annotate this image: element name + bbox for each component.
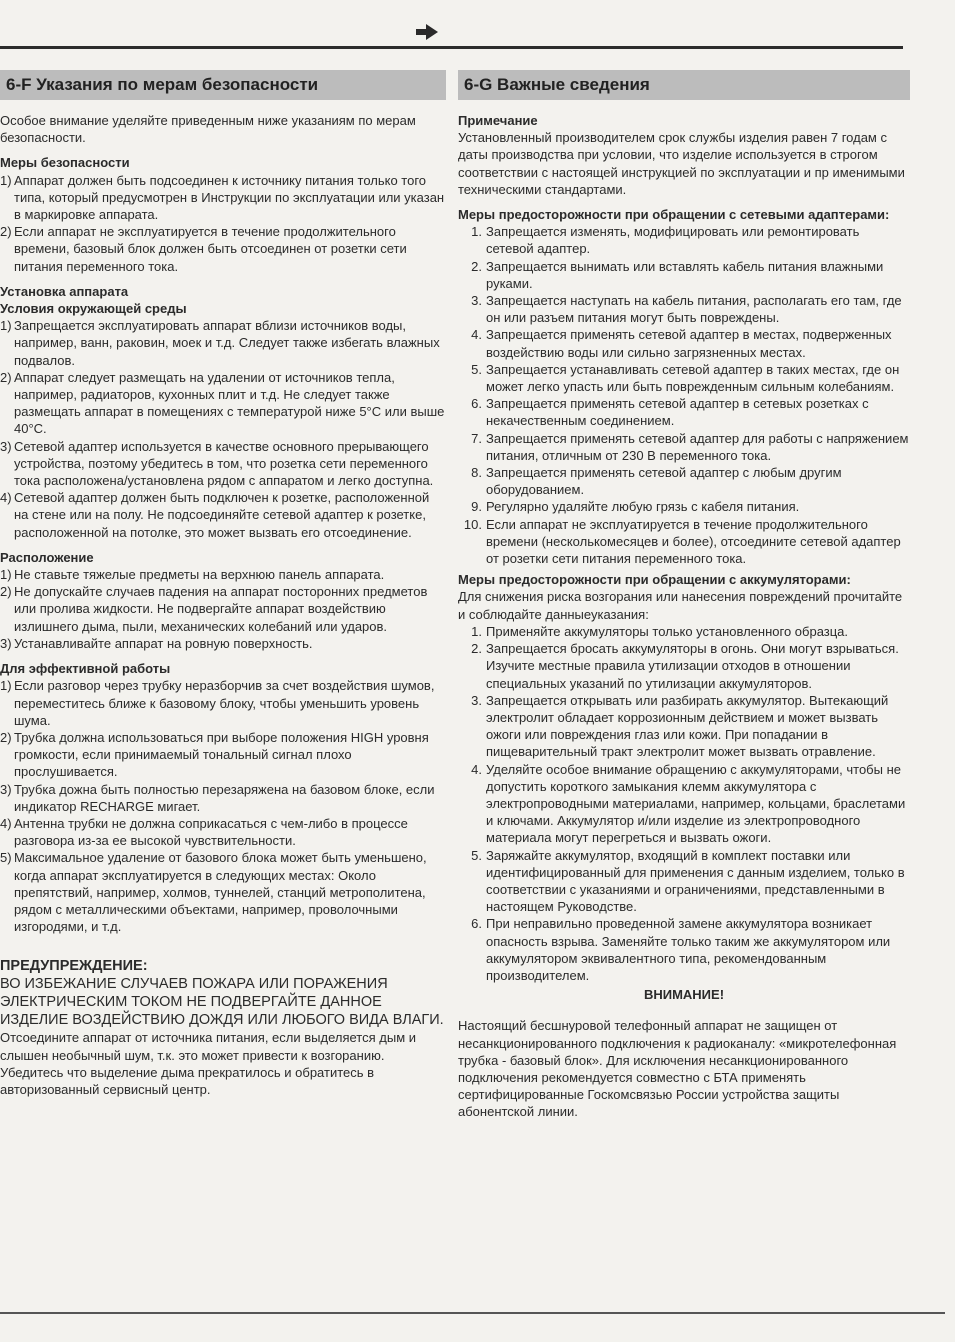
- list-item: 3) Трубка дожна быть полностью перезаряжена на базовом блоке, если индикатор RECHARGE мигает.: [0, 781, 435, 814]
- list-item: 1) Если разговор через трубку неразборчив за счет воздействия шумов, переместитесь ближе к базовому блоку, чтобы уменьшить уровень шума.: [0, 678, 435, 728]
- list-item: 5) Максимальное удаление от базового блока может быть уменьшено, когда аппарат эксплуатируется в следующих местах: Около препятствий, например, холмов, туннелей, станций метрополитена, рядом с металлическими объектами, например, проволочными изгородями, и т.д.: [0, 850, 427, 935]
- list-item: 2. Запрещается бросать аккумуляторы в огонь. Они могут взрываться. Изучите местные правила утилизации отходов в отношении специальных указаний по утилизации аккумуляторов.: [471, 641, 899, 691]
- warning-text: ВО ИЗБЕЖАНИЕ СЛУЧАЕВ ПОЖАРА ИЛИ ПОРАЖЕНИЯ ЭЛЕКТРИЧЕСКИМ ТОКОМ НЕ ПОДВЕРГАЙТЕ ДАННОЕ ИЗДЕЛИЕ ВОЗДЕЙСТВИЮ ДОЖДЯ ИЛИ ЛЮБОГО ВИДА ВЛАГИ.: [0, 976, 444, 1029]
- list-item: 2) Трубка должна использоваться при выборе положения HIGH уровня громкости, если принимаемый тональный сигнал плохо прослушивается.: [0, 729, 429, 780]
- adapter-list: [458, 223, 910, 567]
- list-item: 1) Не ставьте тяжелые предметы на верхнюю панель аппарата.: [0, 567, 385, 583]
- list-item: 3. Запрещается наступать на кабель питания, располагать его там, где он или разъем питания могут быть повреждены.: [471, 293, 902, 326]
- list-item: 8. Запрещается применять сетевой адаптер с любым другим оборудованием.: [471, 465, 842, 498]
- list-item: 1. Запрещается изменять, модифицировать или ремонтировать сетевой адаптер.: [471, 224, 860, 257]
- list-item: 2) Если аппарат не эксплуатируется в течение продолжительного времени, базовый блок должен быть отсоединен от розетки сети питания переменного тока.: [0, 224, 407, 274]
- list-item: 1) Аппарат должен быть подсоединен к источнику питания только того типа, который предусмотрен в Инструкции по эксплуатации или указан в маркировке аппарата.: [0, 172, 445, 223]
- section-6f-title: 6-F Указания по мерам безопасности: [0, 70, 446, 100]
- list-item: 6. Запрещается применять сетевой адаптер в сетевых розетках с некачественным соединением.: [471, 396, 869, 429]
- list-item: 10. Если аппарат не эксплуатируется в течение продолжительного времени (несколькомесяцев и более), отсоедините сетевой адаптер от розетки сети питания переменного тока.: [463, 516, 901, 567]
- list-item: 2. Запрещается вынимать или вставлять кабель питания влажными руками.: [471, 258, 884, 291]
- installation-heading: Установка аппарата: [0, 283, 129, 299]
- top-rule: [0, 46, 903, 49]
- list-item: 4) Антенна трубки не должна соприкасаться с чем-либо в процессе разговора из-за ее высокой чувствительности.: [0, 815, 408, 849]
- list-item: 3. Запрещается открывать или разбирать аккумулятор. Вытекающий электролит обладает коррозионным действием и может вызвать ожоги или повреждения глаз или кожи. При попадании в пищеварительный тракт электролит может вызвать отравление.: [471, 692, 889, 760]
- battery-intro: Для снижения риска возгорания или нанесения повреждений прочитайте и соблюдайте данныеуказания:: [458, 589, 903, 622]
- closing-text: Отсоедините аппарат от источника питания, если выделяется дым и слышен необычный шум, т.к. это может привести к возгоранию. Убедитесь что выделение дыма прекратилось и обратитесь в авторизованный сервисный центр.: [0, 1030, 416, 1097]
- section-6f: [0, 70, 446, 1098]
- warning-title: ПРЕДУПРЕЖДЕНИЕ:: [0, 958, 148, 975]
- list-item: 4. Запрещается применять сетевой адаптер в местах, подверженных воздействию воды или сильно загрязненных местах.: [471, 327, 892, 360]
- list-item: 1. Применяйте аккумуляторы только установленного образца.: [471, 623, 849, 639]
- efficiency-list: [0, 677, 446, 935]
- section-6g-title: 6-G Важные сведения: [458, 70, 910, 100]
- attention-heading: ВНИМАНИЕ!: [643, 987, 725, 1003]
- battery-heading: Меры предосторожности при обращении с аккумуляторами:: [458, 572, 851, 588]
- note-heading: Примечание: [458, 113, 538, 128]
- list-item: 5. Запрещается устанавливать сетевой адаптер в таких местах, где он может легко упасть или быть поврежденным сильным колебаниям.: [471, 361, 900, 395]
- adapter-heading: Меры предосторожности при обращении с сетевыми адаптерами:: [458, 207, 890, 223]
- warning-block: [0, 957, 446, 1029]
- list-item: 3) Устанавливайте аппарат на ровную поверхность.: [0, 635, 313, 651]
- list-item: 6. При неправильно проведенной замене аккумулятора возникает опасность взрыва. Заменяйте только таким же аккумулятором или аккумулятором эквивалентного типа, рекомендованным производителем.: [471, 916, 891, 983]
- environment-list: [0, 317, 446, 541]
- note-text: Установленный производителем срок службы изделия равен 7 годам с даты производства при условии, что изделие используется в строгом соответствии с настоящей инструкцией по эксплуатации и пр именимыми техническими стандартами.: [458, 130, 905, 197]
- safety-heading: Меры безопасности: [0, 155, 130, 171]
- intro-text: Особое внимание уделяйте приведенным ниже указаниям по мерам безопасности.: [0, 113, 416, 146]
- efficiency-heading: Для эффективной работы: [0, 661, 171, 677]
- section-6g: [458, 70, 910, 1121]
- list-item: 2) Аппарат следует размещать на удалении от источников тепла, например, радиаторов, кухонных плит и т.д. Не следует также размещать аппарат в помещениях с температурой ниже 5°С или выше 40°С.: [0, 369, 445, 437]
- list-item: 1) Запрещается эксплуатировать аппарат вблизи источников воды, например, ванн, раковин, моек и т.д. Следует также избегать влажных подвалов.: [0, 318, 440, 368]
- bottom-rule: [0, 1312, 945, 1314]
- list-item: 3) Сетевой адаптер используется в качестве основного прерывающего устройства, поэтому убедитесь в том, что розетка сети переменного тока расположена/установлена рядом с аппаратом и легко доступна.: [0, 438, 434, 489]
- list-item: 4) Сетевой адаптер должен быть подключен к розетке, расположенной на стене или на полу. Не подсоединяйте сетевой адаптер к розетке, расположенной на потолке, это может вызвать его отсоединение.: [0, 490, 430, 540]
- environment-heading: Условия окружающей среды: [0, 301, 187, 317]
- list-item: 5. Заряжайте аккумулятор, входящий в комплект поставки или идентифицированный для применения с данным изделием, только в соответствии с указаниями и ограничениями, представленными в настоящем Руководстве.: [471, 847, 905, 915]
- list-item: 4. Уделяйте особое внимание обращению с аккумуляторами, чтобы не допустить короткого замыкания клемм аккумулятора с электропроводными материалами, например, кольцами, браслетами и ключами. Аккумулятор и/или изделие из электропроводного материала могут перегреться и вызвать ожоги.: [471, 761, 906, 846]
- attention-text: Настоящий бесшнуровой телефонный аппарат не защищен от несанкционированного подключения к радиоканалу: «микротелефонная трубка - базовый блок». Для исключения несанкционированного подключения рекомендуется совместно с БТА применять сертифицированные Госкомсвязью России устройства защиты абонентской линии.: [458, 1018, 897, 1120]
- location-list: [0, 566, 446, 652]
- battery-list: [458, 623, 910, 984]
- safety-list: [0, 172, 446, 275]
- list-item: 2) Не допускайте случаев падения на аппарат посторонних предметов или пролива жидкости. Не подвергайте аппарат воздействию излишнего дыма, пыли, механических колебаний или ударов.: [0, 584, 428, 634]
- list-item: 9. Регулярно удаляйте любую грязь с кабеля питания.: [471, 499, 800, 515]
- list-item: 7. Запрещается применять сетевой адаптер для работы с напряжением питания, отличным от 230 В переменного тока.: [471, 430, 909, 463]
- arrow-right-icon: [416, 24, 438, 40]
- location-heading: Расположение: [0, 549, 94, 565]
